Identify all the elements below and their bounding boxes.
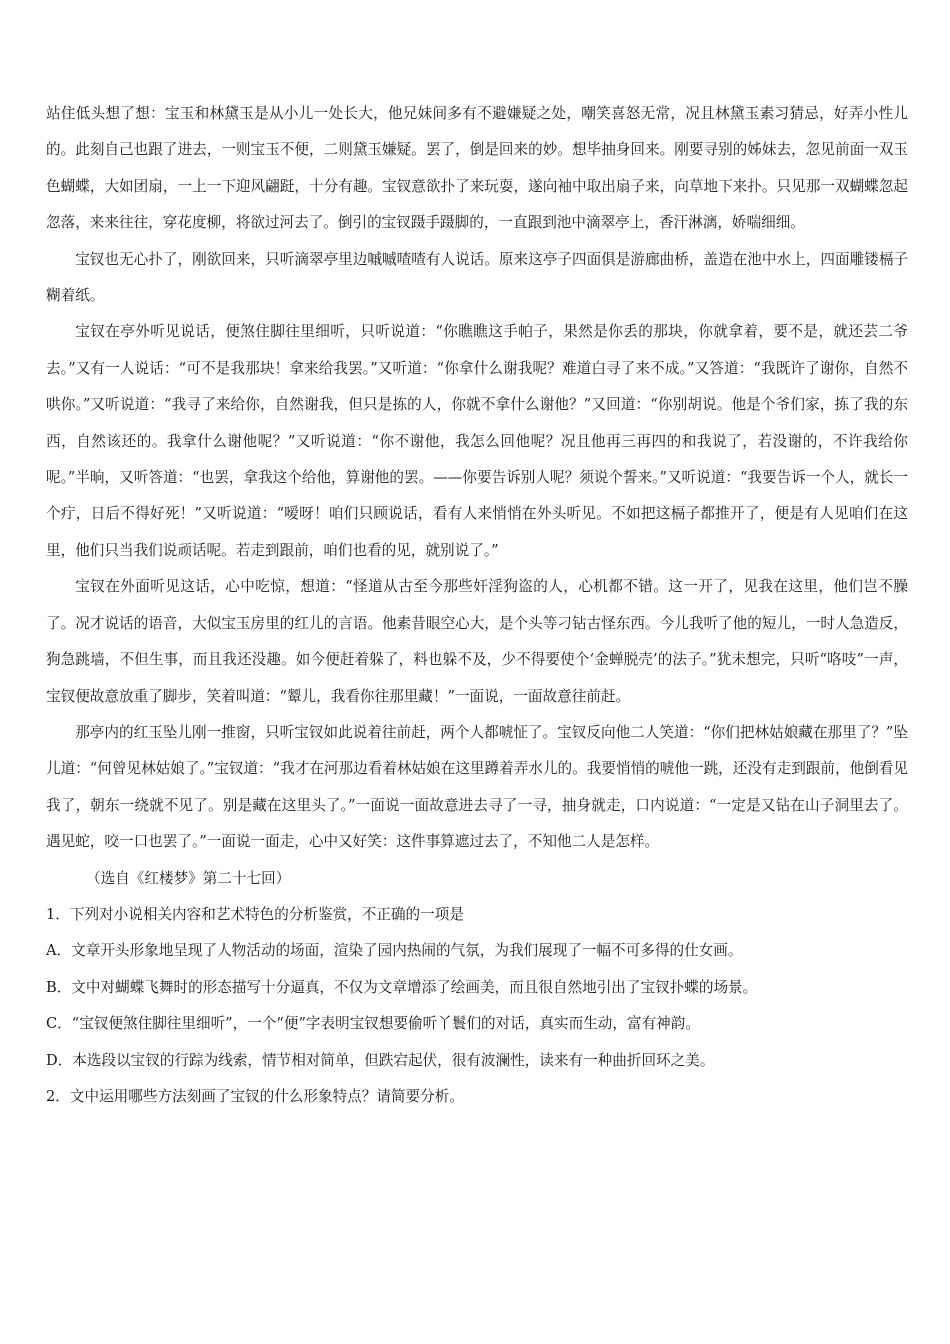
passage-paragraph-5: 那亭内的红玉坠儿刚一推窗，只听宝钗如此说着往前赶，两个人都唬怔了。宝钗反向他二人笑道：“你们把林姑娘藏在那里了？”坠儿道：“何曾见林姑娘了。”宝钗道：“我才在河那边看着林姑娘在这里蹲着弄水儿的。我要悄悄的唬他一跳，还没有走到跟前，他倒看见我了，朝东一绕就不见了。别是藏在这里头了。”一面说一面故意进去寻了一寻，抽身就走，口内说道：“一定是又钻在山子洞里去了。遇见蛇，咬一口也罢了。”一面说一面走，心中又好笑：这件事算遮过去了，不知他二人是怎样。 bbox=[46, 723, 908, 851]
passage-paragraph-4: 宝钗在外面听见这话，心中吃惊，想道：“怪道从古至今那些奸淫狗盗的人，心机都不错。这一开了，见我在这里，他们岂不臊了。况才说话的语音，大似宝玉房里的红儿的言语。他素昔眼空心大，是个头等刁钻古怪东西。今儿我听了他的短儿，一时人急造反，狗急跳墙，不但生事，而且我还没趣。如今便赶着躲了，料也躲不及，少不得要使个‘金蝉脱壳’的法子。”犹未想完，只听“咯吱”一声，宝钗便故意放重了脚步，笑着叫道：“颦儿，我看你往那里藏！”一面说，一面故意往前赶。 bbox=[46, 578, 908, 705]
question-1-option-c: C．“宝钗便煞住脚往里细听”，一个“便”字表明宝钗想要偷听丫鬟们的对话，真实而生动，富有神韵。 bbox=[46, 1015, 700, 1033]
question-2-stem: 2．文中运用哪些方法刻画了宝钗的什么形象特点？请简要分析。 bbox=[46, 1087, 464, 1105]
passage-paragraph-3: 宝钗在亭外听见说话，便煞住脚往里细听，只听说道：“你瞧瞧这手帕子，果然是你丢的那块，你就拿着，要不是，就还芸二爷去。”又有一人说话：“可不是我那块！拿来给我罢。”又听道：“你拿什么谢我呢？难道白寻了来不成。”又答道：“我既许了谢你，自然不哄你。”又听说道：“我寻了来给你，自然谢我，但只是拣的人，你就不拿什么谢他？”又回道：“你别胡说。他是个爷们家，拣了我的东西，自然该还的。我拿什么谢他呢？”又听说道：“你不谢他，我怎么回他呢？况且他再三再四的和我说了，若没谢的，不许我给你呢。”半晌，又听答道：“也罢，拿我这个给他，算谢他的罢。——你要告诉别人呢？须说个誓来。”又听说道：“我要告诉一个人，就长一个疔，日后不得好死！”又听说道：“嗳呀！咱们只顾说话，看有人来悄悄在外头听见。不如把这槅子都推开了，便是有人见咱们在这里，他们只当我们说顽话呢。若走到跟前，咱们也看的见，就别说了。” bbox=[46, 323, 908, 559]
question-1-option-a: A．文章开头形象地呈现了人物活动的场面，渲染了园内热闹的气氛，为我们展现了一幅不可多得的仕女画。 bbox=[46, 942, 743, 960]
passage-paragraph-2: 宝钗也无心扑了，刚欲回来，只听滴翠亭里边嘁嘁喳喳有人说话。原来这亭子四面俱是游廊曲桥，盖造在池中水上，四面雕镂槅子糊着纸。 bbox=[46, 250, 908, 305]
passage-paragraph-1: 站住低头想了想：宝玉和林黛玉是从小儿一处长大，他兄妹间多有不避嫌疑之处，嘲笑喜怒无常，况且林黛玉素习猜忌，好弄小性儿的。此刻自己也跟了进去，一则宝玉不便，二则黛玉嫌疑。罢了，倒是回来的妙。想毕抽身回来。刚要寻别的姊妹去，忽见前面一双玉色蝴蝶，大如团扇，一上一下迎风翩跹，十分有趣。宝钗意欲扑了来玩耍，遂向袖中取出扇子来，向草地下来扑。只见那一双蝴蝶忽起忽落，来来往往，穿花度柳，将欲过河去了。倒引的宝钗蹑手蹑脚的，一直跟到池中滴翠亭上，香汗淋漓，娇喘细细。 bbox=[46, 105, 908, 232]
question-1-option-b: B．文中对蝴蝶飞舞时的形态描写十分逼真，不仅为文章增添了绘画美，而且很自然地引出了宝钗扑蝶的场景。 bbox=[46, 978, 758, 996]
question-1-stem: 1．下列对小说相关内容和艺术特色的分析鉴赏，不正确的一项是 bbox=[46, 905, 464, 923]
document-page bbox=[46, 96, 908, 1115]
passage-source: （选自《红楼梦》第二十七回） bbox=[86, 869, 291, 887]
question-1-option-d: D．本选段以宝钗的行踪为线索，情节相对简单，但跌宕起伏，很有波澜性，读来有一种曲折回环之美。 bbox=[46, 1051, 715, 1069]
